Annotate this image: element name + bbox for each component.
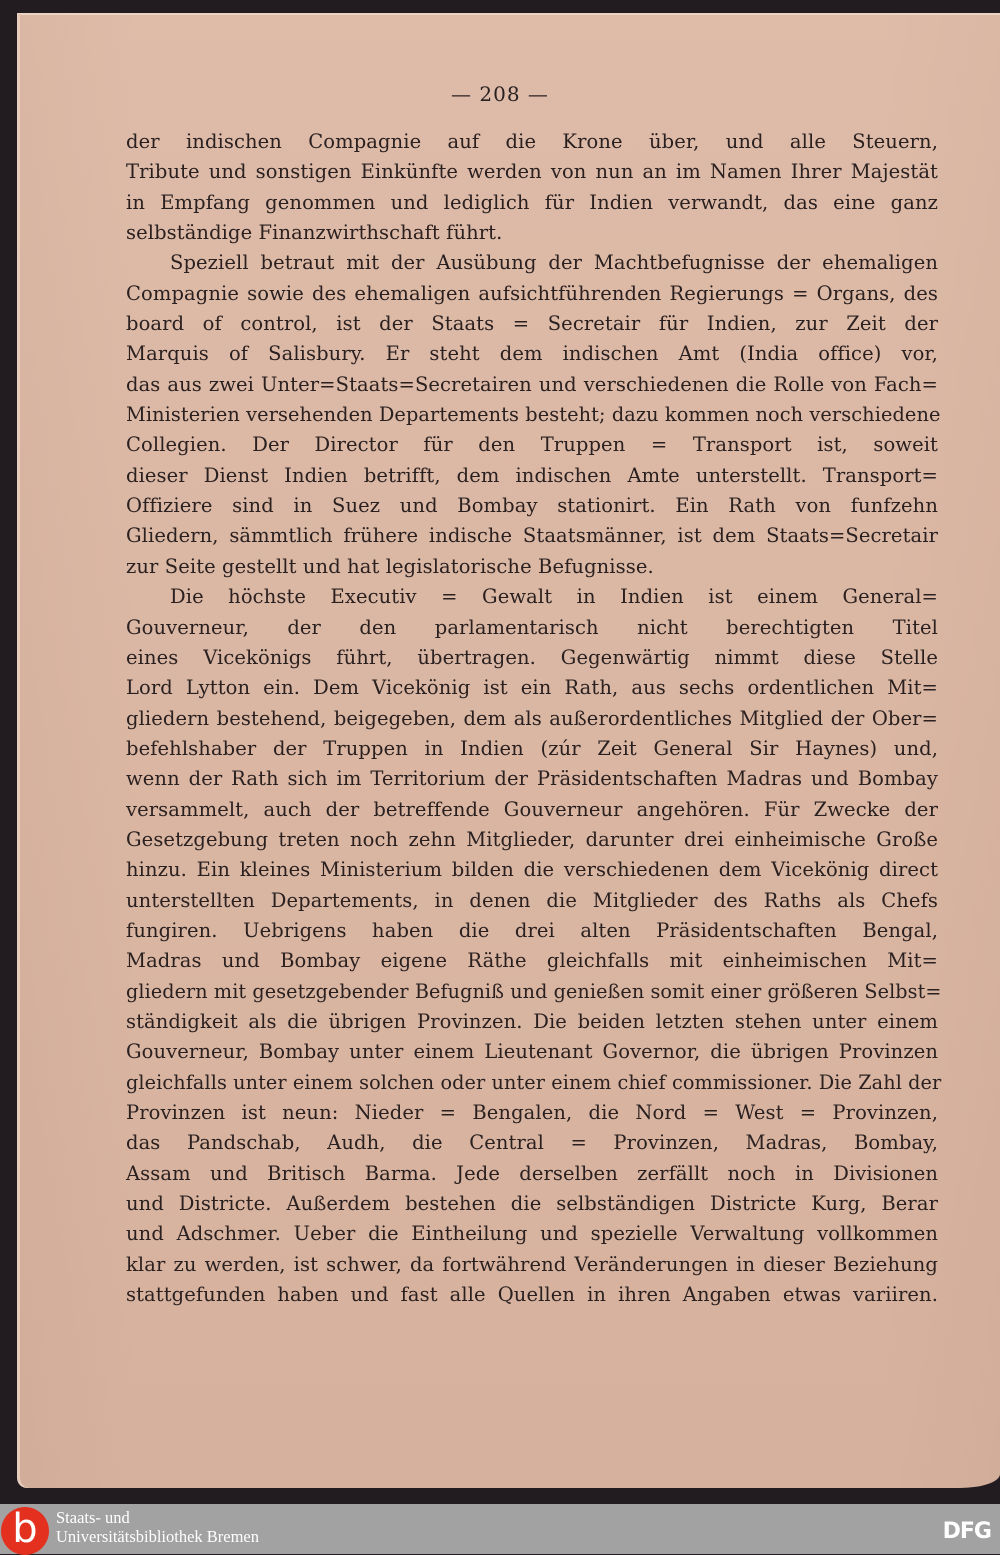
- text-line: Lord Lytton ein. Dem Vicekönig ist ein Rath, aus sechs ordentlichen Mit=: [126, 676, 938, 700]
- text-line: in Empfang genommen und lediglich für Indien verwandt, das eine ganz: [126, 190, 938, 214]
- text-line: klar zu werden, ist schwer, da fortwährend Veränderungen in dieser Beziehung: [126, 1252, 938, 1276]
- text-line: das Pandschab, Audh, die Central = Provinzen, Madras, Bombay,: [126, 1131, 938, 1155]
- library-name-line-2: Universitätsbibliothek Bremen: [56, 1527, 260, 1546]
- text-line: Gouverneur, der den parlamentarisch nicht berechtigten Titel: [126, 615, 938, 639]
- text-line: Madras und Bombay eigene Räthe gleichfalls mit einheimischen Mit=: [126, 949, 938, 973]
- page-number: — 208 —: [451, 82, 549, 106]
- text-line: und Districte. Außerdem bestehen die selbständigen Districte Kurg, Berar: [126, 1192, 938, 1216]
- text-line: fungiren. Uebrigens haben die drei alten Präsidentschaften Bengal,: [126, 918, 938, 942]
- text-line: zur Seite gestellt und hat legislatorische Befugnisse.: [126, 554, 654, 578]
- text-line: unterstellten Departements, in denen die Mitglieder des Raths als Chefs: [126, 888, 938, 912]
- text-line: hinzu. Ein kleines Ministerium bilden die verschiedenen dem Vicekönig direct: [126, 858, 938, 882]
- text-line: versammelt, auch der betreffende Gouverneur angehören. Für Zwecke der: [126, 797, 938, 821]
- text-line: Ministerien versehenden Departements besteht; dazu kommen noch verschiedene: [126, 403, 941, 427]
- text-line: gliedern bestehend, beigegeben, dem als außerordentliches Mitglied der Ober=: [126, 706, 938, 730]
- library-name[interactable]: [56, 1508, 259, 1546]
- viewer-footer: [0, 1504, 1000, 1554]
- text-line: und Adschmer. Ueber die Eintheilung und spezielle Verwaltung vollkommen: [126, 1222, 938, 1246]
- dfg-logo-icon[interactable]: DFG: [942, 1519, 991, 1544]
- text-line: Tribute und sonstigen Einkünfte werden von nun an im Namen Ihrer Majestät: [126, 160, 938, 184]
- text-line: gliedern mit gesetzgebender Befugniß und genießen somit einer größeren Selbst=: [126, 979, 942, 1003]
- text-line: das aus zwei Unter=Staats=Secretairen und verschiedenen die Rolle von Fach=: [126, 372, 938, 396]
- text-line: der indischen Compagnie auf die Krone über, und alle Steuern,: [126, 130, 938, 153]
- text-line: wenn der Rath sich im Territorium der Präsidentschaften Madras und Bombay: [126, 767, 938, 791]
- text-line: gleichfalls unter einem solchen oder unter einem chief commissioner. Die Zahl der: [126, 1070, 942, 1094]
- body-text: [126, 127, 942, 1310]
- text-line: board of control, ist der Staats = Secretair für Indien, zur Zeit der: [126, 312, 938, 336]
- text-line: Gouverneur, Bombay unter einem Lieutenant Governor, die übrigen Provinzen: [126, 1040, 938, 1064]
- text-line: befehlshaber der Truppen in Indien (zúr Zeit General Sir Haynes) und,: [126, 736, 938, 760]
- text-line: Compagnie sowie des ehemaligen aufsichtführenden Regierungs = Organs, des: [126, 281, 938, 305]
- text-line: Marquis of Salisbury. Er steht dem indischen Amt (India office) vor,: [126, 342, 938, 366]
- text-line: Gliedern, sämmtlich frühere indische Staatsmänner, ist dem Staats=Secretair: [126, 524, 938, 548]
- text-line: Offiziere sind in Suez und Bombay stationirt. Ein Rath von funfzehn: [126, 494, 938, 518]
- text-line: Collegien. Der Director für den Truppen = Transport ist, soweit: [126, 433, 938, 457]
- paragraph-start-line: Die höchste Executiv = Gewalt in Indien ist einem General=: [170, 585, 938, 609]
- paragraph-start-line: Speziell betraut mit der Ausübung der Machtbefugnisse der ehemaligen: [170, 251, 938, 275]
- library-name-line-1: Staats- und: [56, 1508, 130, 1527]
- text-line: Provinzen ist neun: Nieder = Bengalen, die Nord = West = Provinzen,: [126, 1101, 938, 1124]
- text-line: selbständige Finanzwirthschaft führt.: [126, 221, 503, 245]
- text-line: eines Vicekönigs führt, übertragen. Gegenwärtig nimmt diese Stelle: [126, 645, 938, 669]
- text-line: stattgefunden haben und fast alle Quellen in ihren Angaben etwas variiren.: [126, 1283, 938, 1307]
- text-line: Gesetzgebung treten noch zehn Mitglieder, darunter drei einheimische Große: [126, 827, 938, 851]
- text-line: Assam und Britisch Barma. Jede derselben zerfällt noch in Divisionen: [126, 1161, 938, 1185]
- text-line: dieser Dienst Indien betrifft, dem indischen Amte unterstellt. Transport=: [126, 463, 938, 487]
- library-logo-icon[interactable]: b: [1, 1507, 49, 1555]
- text-line: ständigkeit als die übrigen Provinzen. Die beiden letzten stehen unter einem: [126, 1009, 938, 1033]
